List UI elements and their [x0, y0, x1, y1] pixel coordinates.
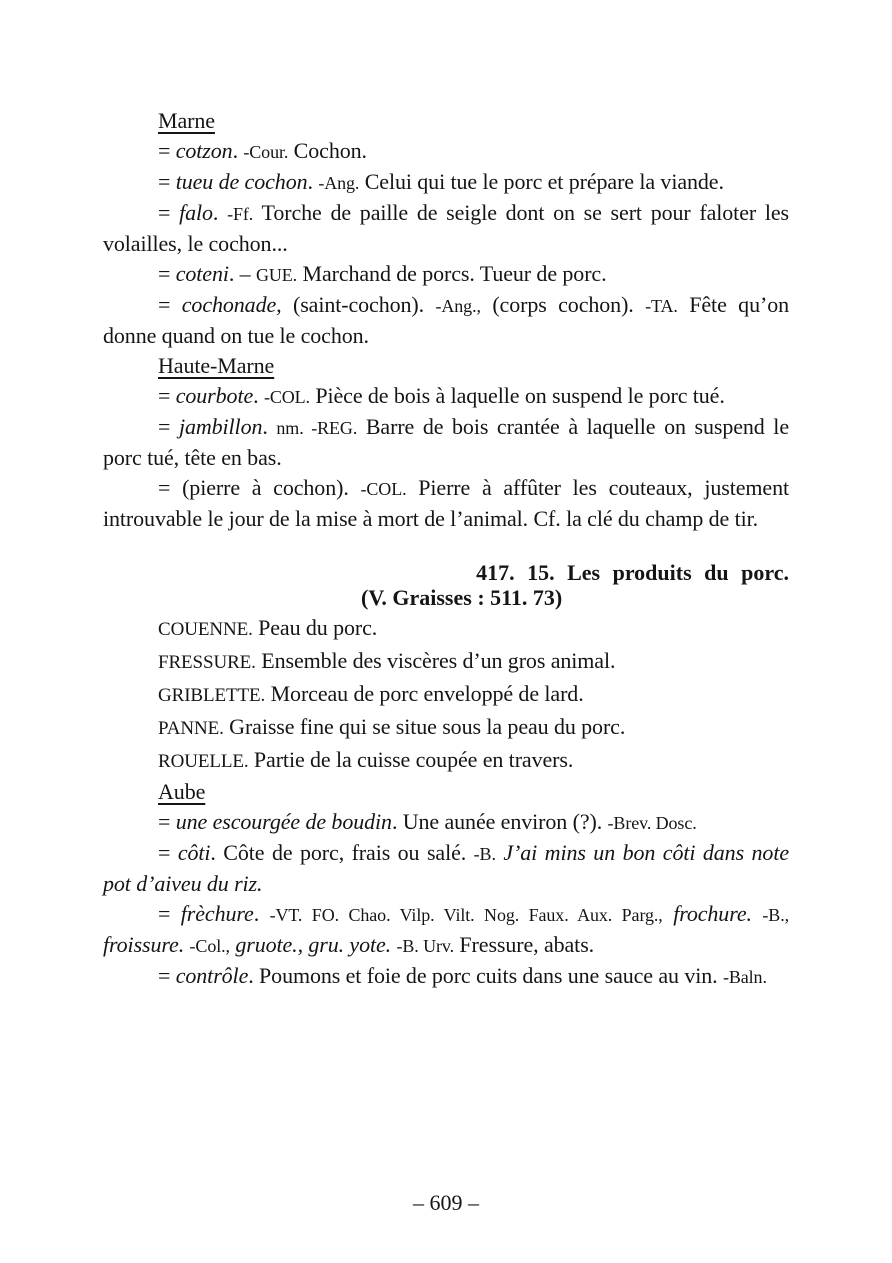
- entry-segment: .: [253, 901, 270, 926]
- entry-segment: . Côte de porc, frais ou salé.: [210, 840, 474, 865]
- entry-segment: =: [158, 809, 176, 834]
- definition-entry: [103, 745, 789, 777]
- region-header: [103, 106, 789, 136]
- entry-segment: -Baln.: [722, 967, 767, 987]
- definition-text: Peau du porc.: [252, 615, 378, 640]
- definition-headword: ROUELLE.: [158, 751, 249, 772]
- section-heading-line1: 417. 15. Les produits du porc.: [476, 560, 789, 585]
- entry-segment: (corps cochon).: [480, 292, 646, 317]
- entry-segment: =: [158, 840, 178, 865]
- definition-text: Morceau de porc enveloppé de lard.: [265, 681, 584, 706]
- entry-segment: =: [158, 963, 176, 988]
- entry-segment: cotzon: [175, 138, 233, 163]
- definition-text: Partie de la cuisse coupée en travers.: [248, 747, 574, 772]
- dictionary-entry: [103, 899, 789, 961]
- entry-segment: (saint-cochon).: [281, 292, 436, 317]
- dictionary-entry: [103, 473, 789, 534]
- entry-segment: Cochon.: [288, 138, 367, 163]
- entry-segment: [663, 901, 673, 926]
- entry-segment: côti: [177, 840, 211, 865]
- entry-segment: .: [307, 169, 319, 194]
- entry-segment: gruote., gru. yote.: [235, 932, 392, 957]
- definition-entry: [103, 613, 789, 645]
- entry-segment: -Cour.: [243, 142, 289, 162]
- entry-segment: -Brev. Dosc.: [607, 813, 697, 833]
- entry-segment: -COL.: [360, 479, 407, 499]
- definition-headword: GRIBLETTE.: [158, 685, 266, 706]
- entry-segment: Pièce de bois à laquelle on suspend le porc tué.: [309, 383, 725, 408]
- dictionary-entry: [103, 259, 789, 290]
- entry-segment: =: [158, 261, 176, 286]
- entry-segment: -Col.,: [189, 936, 230, 956]
- entry-segment: -Ang.,: [435, 296, 481, 316]
- dictionary-entry: [103, 198, 789, 259]
- entry-segment: =: [158, 414, 179, 439]
- entry-segment: courbote: [175, 383, 254, 408]
- entry-segment: Pierre à affûter les couteaux, justement introuvable le jour de la mise à mort de l’animal. Cf. la clé du champ de tir.: [103, 475, 789, 531]
- entry-segment: .: [212, 200, 228, 225]
- entry-segment: =: [158, 138, 176, 163]
- entry-segment: -VT. FO. Chao. Vilp. Vilt. Nog. Faux. Aux. Parg.,: [269, 905, 663, 925]
- definition-text: Ensemble des viscères d’un gros animal.: [255, 648, 616, 673]
- entry-segment: = (pierre à cochon).: [158, 475, 361, 500]
- dictionary-entry: [103, 167, 789, 198]
- entry-segment: =: [158, 169, 176, 194]
- entry-segment: tueu de cochon: [175, 169, 308, 194]
- entry-segment: Torche de paille de seigle dont on se sert pour faloter les volailles, le cochon...: [103, 200, 789, 256]
- dictionary-entry: [103, 412, 789, 473]
- region-name: Aube: [158, 779, 206, 804]
- entry-segment: froissure.: [103, 932, 185, 957]
- entry-segment: -Ff.: [227, 204, 254, 224]
- entry-segment: . Poumons et foie de porc cuits dans une sauce au vin.: [248, 963, 723, 988]
- entry-segment: =: [158, 901, 181, 926]
- definition-text: Graisse fine qui se situe sous la peau du porc.: [223, 714, 626, 739]
- dictionary-entry: [103, 290, 789, 351]
- entry-segment: -B.,: [762, 905, 789, 925]
- entry-segment: Marchand de porcs. Tueur de porc.: [297, 261, 607, 286]
- definition-headword: PANNE.: [158, 718, 224, 739]
- entry-segment: Celui qui tue le porc et prépare la viande.: [359, 169, 724, 194]
- definition-headword: COUENNE.: [158, 619, 253, 640]
- entry-segment: =: [158, 292, 182, 317]
- section-heading-line2: (V. Graisses : 511. 73): [361, 585, 563, 610]
- entry-segment: -Ang.: [318, 173, 360, 193]
- entry-segment: jambillon: [178, 414, 263, 439]
- entry-segment: J’ai mins un bon côti dans note pot d’aiveu du riz.: [103, 840, 790, 896]
- entry-segment: coteni: [175, 261, 229, 286]
- region-name: Haute-Marne: [158, 353, 275, 378]
- entry-segment: .: [262, 414, 277, 439]
- definition-entry: [103, 679, 789, 711]
- entry-segment: frochure.: [673, 901, 752, 926]
- dictionary-entry: [103, 136, 789, 167]
- entry-segment: .: [253, 383, 264, 408]
- document-body: [103, 106, 789, 992]
- entry-segment: nm. -REG.: [276, 418, 358, 438]
- definition-entry: [103, 646, 789, 678]
- entry-segment: une escourgée de boudin: [175, 809, 392, 834]
- entry-segment: -B.: [473, 844, 496, 864]
- entry-segment: [752, 901, 762, 926]
- entry-segment: -B. Urv.: [396, 936, 455, 956]
- definition-headword: FRESSURE.: [158, 652, 256, 673]
- region-header: [103, 351, 789, 381]
- definition-entry: [103, 712, 789, 744]
- dictionary-entry: [103, 961, 789, 992]
- region-name: Marne: [158, 108, 215, 133]
- region-header: [103, 777, 789, 807]
- entry-segment: =: [158, 383, 176, 408]
- entry-segment: frèchure: [180, 901, 254, 926]
- entry-segment: contrôle: [175, 963, 249, 988]
- entry-segment: =: [158, 200, 180, 225]
- entry-segment: Barre de bois crantée à laquelle on suspend le porc tué, tête en bas.: [103, 414, 789, 470]
- dictionary-entry: [103, 807, 789, 838]
- entry-segment: cochonade,: [181, 292, 282, 317]
- dictionary-entry: [103, 838, 789, 899]
- entry-segment: -COL.: [263, 387, 310, 407]
- section-heading: [103, 560, 789, 610]
- entry-segment: -TA.: [645, 296, 678, 316]
- entry-segment: Fête qu’on donne quand on tue le cochon.: [103, 292, 789, 348]
- entry-segment: .: [232, 138, 244, 163]
- dictionary-entry: [103, 381, 789, 412]
- entry-segment: Fressure, abats.: [454, 932, 595, 957]
- entry-segment: . –: [228, 261, 256, 286]
- page-number: – 609 –: [413, 1190, 479, 1215]
- entry-segment: GUE.: [255, 265, 298, 285]
- entry-segment: falo: [179, 200, 213, 225]
- entry-segment: . Une aunée environ (?).: [391, 809, 608, 834]
